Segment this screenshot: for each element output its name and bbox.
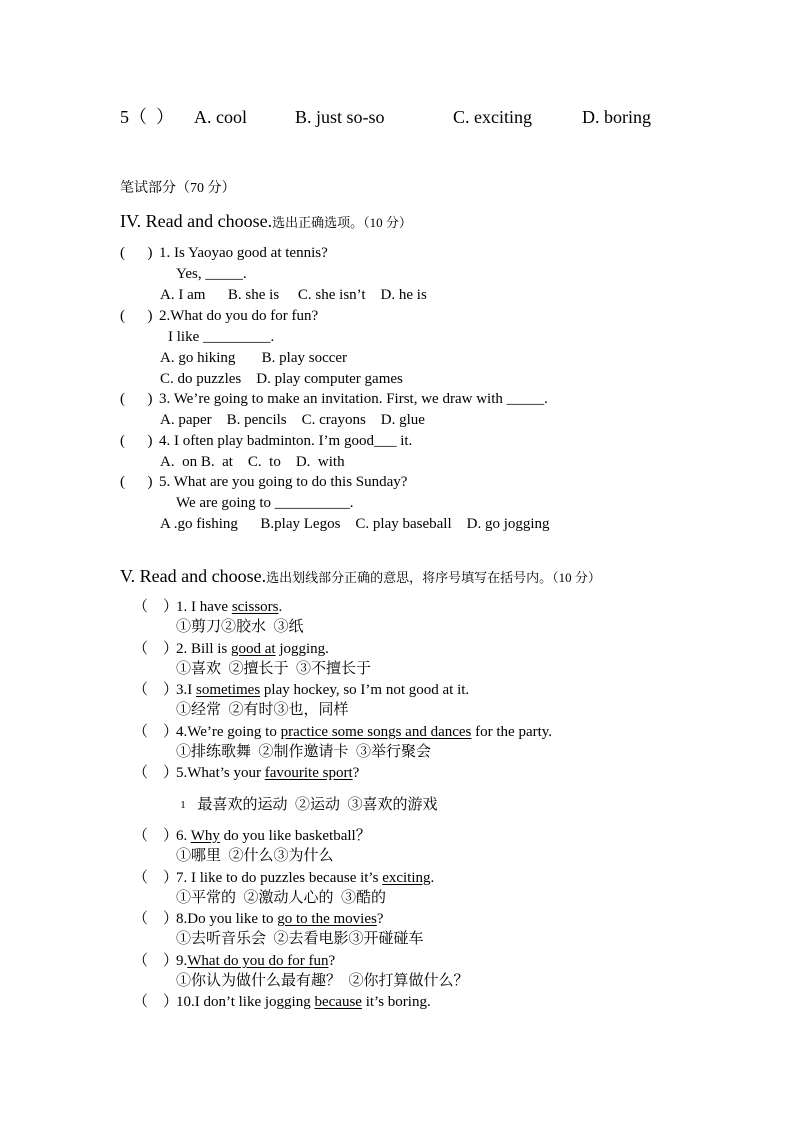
s4-q5-options: A .go fishing B.play Legos C. play baseball D. go jogging [160,516,550,532]
s5-item6-paren: （ ） [133,828,179,844]
s4-q2-question: 2.What do you do for fun? [159,308,319,324]
section5-title [120,565,601,589]
s5-item10-sentence: 10.I don’t like jogging because it’s boring. [176,994,431,1010]
s4-q4-question: 4. I often play badminton. I’m good___ it. [159,433,413,449]
listening-q5-option-b: B. just so-so [295,107,385,127]
section4-note: 选出正确选项。（10 分） [272,215,412,230]
s4-q2-answer-line: I like _________. [168,329,275,345]
s4-q1-question: 1. Is Yaoyao good at tennis? [159,245,328,261]
s4-q5-answer-line: We are going to __________. [176,495,354,511]
s4-q2-options-1: A. go hiking B. play soccer [160,350,348,366]
listening-q5-option-d: D. boring [582,107,651,127]
underlined-phrase: good at [231,641,276,657]
s5-item4-sentence: 4.We’re going to practice some songs and dances for the party. [176,724,553,740]
s5-item7-paren: （ ） [133,870,179,886]
s5-item8-sentence: 8.Do you like to go to the movies? [176,911,384,927]
s5-item5-sentence: 5.What’s your favourite sport? [176,765,360,781]
section4-title-text: IV. Read and choose. [120,211,273,231]
s4-q5-question: 5. What are you going to do this Sunday? [159,474,408,490]
s5-item8-options: ①去听音乐会 ②去看电影③开碰碰车 [176,931,424,947]
s5-item7-options: ①平常的 ②激动人心的 ③酷的 [176,890,387,906]
s4-q5-paren: ( ) [120,474,153,490]
s5-item1-options: ①剪刀②胶水 ③纸 [176,619,304,635]
s5-item5-paren: （ ） [133,765,179,781]
underlined-phrase: practice some songs and dances [280,724,472,740]
s5-item9-sentence: 9.What do you do for fun? [176,953,336,969]
underlined-phrase: Why [190,828,220,844]
s4-q2-paren: ( ) [120,308,153,324]
s5-item8-paren: （ ） [133,911,179,927]
underlined-phrase: sometimes [196,682,261,698]
s5-item10-paren: （ ） [133,994,179,1010]
s4-q4-options: A. on B. at C. to D. with [160,454,345,470]
s5-item7-sentence: 7. I like to do puzzles because it’s exciting. [176,870,435,886]
s4-q4-paren: ( ) [120,433,153,449]
s5-item1-paren: （ ） [133,599,179,615]
section5-note: 选出划线部分正确的意思，将序号填写在括号内。（10 分） [266,570,601,585]
s4-q3-question: 3. We’re going to make an invitation. First, we draw with _____. [159,391,548,407]
s5-item4-options: ①排练歌舞 ②制作邀请卡 ③举行聚会 [176,744,432,760]
option-number: 1 [180,799,186,811]
underlined-phrase: go to the movies [277,911,377,927]
s4-q1-paren: ( ) [120,245,153,261]
listening-q5-number: 5（ ） [120,107,174,127]
underlined-phrase: favourite sport [264,765,353,781]
underlined-phrase: What do you do for fun [187,953,329,969]
s5-item6-sentence: 6. Why do you like basketball？ [176,828,371,844]
listening-q5-option-a: A. cool [194,107,247,127]
s4-q1-answer-line: Yes, _____. [176,266,247,282]
s5-item9-paren: （ ） [133,953,179,969]
s5-item1-sentence: 1. I have scissors. [176,599,283,615]
s5-item3-options: ①经常 ②有时③也，同样 [176,702,349,718]
s5-item3-sentence: 3.I sometimes play hockey, so I’m not good at it. [176,682,470,698]
underlined-phrase: scissors [231,599,279,615]
s4-q3-paren: ( ) [120,391,153,407]
s4-q3-options: A. paper B. pencils C. crayons D. glue [160,412,425,428]
listening-q5-option-c: C. exciting [453,107,532,127]
s4-q1-options: A. I am B. she is C. she isn’t D. he is [160,287,427,303]
s5-item2-paren: （ ） [133,641,179,657]
s5-item9-options: ①你认为做什么最有趣？ ②你打算做什么？ [176,973,469,989]
s5-item3-paren: （ ） [133,682,179,698]
section4-title [120,210,412,234]
section5-title-text: V. Read and choose. [120,566,267,586]
s4-q2-options-2: C. do puzzles D. play computer games [160,371,403,387]
written-part-heading: 笔试部分（70 分） [120,181,236,196]
underlined-phrase: exciting [382,870,431,886]
s5-item5-options: 1 最喜欢的运动 ②运动 ③喜欢的游戏 [176,796,438,814]
s5-item2-options: ①喜欢 ②擅长于 ③不擅长于 [176,661,372,677]
s5-item4-paren: （ ） [133,724,179,740]
s5-item2-sentence: 2. Bill is good at jogging. [176,641,329,657]
underlined-phrase: because [314,994,362,1010]
s5-item6-options: ①哪里 ②什么③为什么 [176,848,334,864]
